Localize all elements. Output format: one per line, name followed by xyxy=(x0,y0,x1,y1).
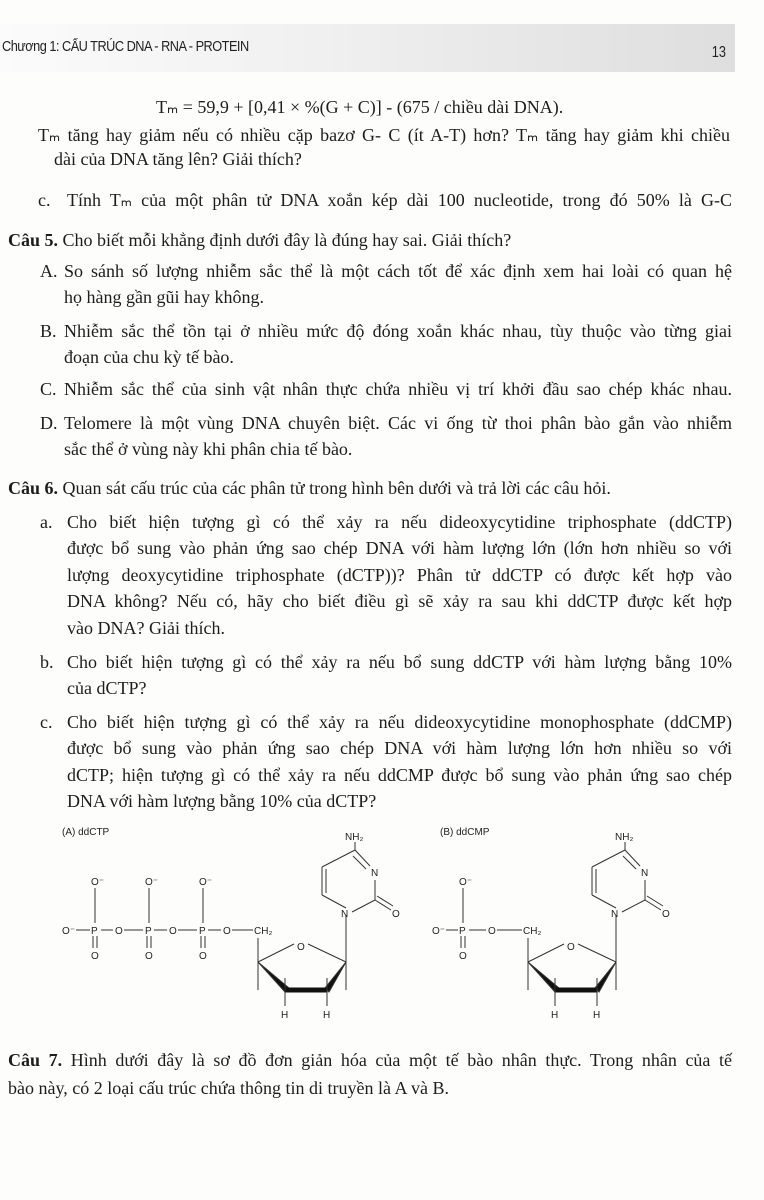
o-label: O xyxy=(662,909,670,920)
item-line: Nhiễm sắc thể của sinh vật nhân thực chứa nhiều vị trí khởi đầu sao chép khác nhau. xyxy=(64,379,732,399)
item-line: dCTP; hiện tượng gì có thể xảy ra nếu ddCMP được bổ sung vào phản ứng sao chép xyxy=(67,765,732,785)
item-label: B. xyxy=(40,321,57,341)
nh2-label: NH₂ xyxy=(345,832,364,843)
item-line: vào DNA? Giải thích. xyxy=(67,618,225,638)
o-label: O xyxy=(459,951,467,962)
h-label: H xyxy=(593,1010,601,1021)
o-label: O xyxy=(392,909,400,920)
item-label: b. xyxy=(40,652,54,672)
item-line: Cho biết hiện tượng gì có thể xảy ra nếu dideoxycytidine monophosphate (ddCMP) xyxy=(67,712,732,732)
item-line: Cho biết hiện tượng gì có thể xảy ra nếu bổ sung ddCTP với hàm lượng bằng 10% xyxy=(67,652,732,672)
tm-question-line: dài của DNA tăng lên? Giải thích? xyxy=(54,149,302,169)
item-line: sắc thể ở vùng này khi phân chia tế bào. xyxy=(64,439,353,459)
nh2-label: NH₂ xyxy=(615,832,634,843)
nucleotide-structures-figure xyxy=(0,820,764,1030)
item-label: a. xyxy=(40,512,53,532)
question-text: Cho biết mỗi khẳng định dưới đây là đúng hay sai. Giải thích? xyxy=(62,230,512,250)
o-label: O xyxy=(115,926,123,937)
h-label: H xyxy=(551,1010,559,1021)
ch2-label: CH₂ xyxy=(523,926,542,937)
p-label: P xyxy=(199,926,206,937)
item-label: A. xyxy=(40,261,58,281)
o-minus-label: O⁻ xyxy=(199,877,213,888)
question-label: Câu 7. xyxy=(8,1050,63,1070)
item-line: Cho biết hiện tượng gì có thể xảy ra nếu dideoxycytidine triphosphate (ddCTP) xyxy=(67,512,732,532)
question-6 xyxy=(8,477,611,499)
n-label: N xyxy=(341,909,349,920)
item-line: Telomere là một vùng DNA chuyên biệt. Các vi ống từ thoi phân bào gắn vào nhiễm xyxy=(64,413,732,433)
question-7-line: bào này, có 2 loại cấu trúc chứa thông tin di truyền là A và B. xyxy=(8,1078,449,1098)
h-label: H xyxy=(281,1010,289,1021)
item-label: D. xyxy=(40,413,58,433)
question-label: Câu 6. xyxy=(8,478,59,498)
o-minus-label: O⁻ xyxy=(62,926,76,937)
item-label: c. xyxy=(40,712,53,732)
ddcmp-labels xyxy=(432,827,670,1021)
o-minus-label: O⁻ xyxy=(459,877,473,888)
item-line: Nhiễm sắc thể tồn tại ở nhiều mức độ đóng xoắn khác nhau, tùy thuộc vào từng giai xyxy=(64,321,732,341)
o-label: O xyxy=(145,951,153,962)
ring-o-label: O xyxy=(567,942,575,953)
n-label: N xyxy=(641,868,649,879)
p-label: P xyxy=(145,926,152,937)
o-label: O xyxy=(199,951,207,962)
item-line: được bổ sung vào phản ứng sao chép DNA với hàm lượng lớn (lớn hơn nhiều so với xyxy=(67,538,732,558)
question-text: Quan sát cấu trúc của các phân tử trong hình bên dưới và trả lời các câu hỏi. xyxy=(62,478,611,498)
n-label: N xyxy=(371,868,379,879)
item-line: DNA với hàm lượng bằng 10% của dCTP? xyxy=(67,791,377,811)
question-label: Câu 5. xyxy=(8,230,59,250)
o-label: O xyxy=(488,926,496,937)
o-minus-label: O⁻ xyxy=(432,926,446,937)
ring-o-label: O xyxy=(297,942,305,953)
page-number: 13 xyxy=(711,44,727,61)
figure-a-title: (A) ddCTP xyxy=(62,827,110,838)
o-label: O xyxy=(169,926,177,937)
o-minus-label: O⁻ xyxy=(145,877,159,888)
question-5 xyxy=(8,229,511,251)
p-label: P xyxy=(91,926,98,937)
tm-formula: Tₘ = 59,9 + [0,41 × %(G + C)] - (675 / chiều dài DNA). xyxy=(156,97,564,117)
item-line: So sánh số lượng nhiễm sắc thể là một cách tốt để xác định xem hai loài có quan hệ xyxy=(64,261,732,281)
item-c-line: Tính Tₘ của một phân tử DNA xoắn kép dài 100 nucleotide, trong đó 50% là G-C xyxy=(67,190,732,210)
p-label: P xyxy=(459,926,466,937)
tm-question-line: Tₘ tăng hay giảm nếu có nhiều cặp bazơ G- C (ít A-T) hơn? Tₘ tăng hay giảm khi chiều xyxy=(38,125,730,145)
item-line: đoạn của chu kỳ tế bào. xyxy=(64,347,234,367)
item-line: DNA không? Nếu có, hãy cho biết điều gì sẽ xảy ra sau khi ddCTP được kết hợp xyxy=(67,591,732,611)
ddctp-labels xyxy=(62,827,400,1021)
item-label: c. xyxy=(38,190,51,210)
item-line: lượng deoxycytidine triphosphate (dCTP))? Phân tử ddCTP có được kết hợp vào xyxy=(67,565,732,585)
item-label: C. xyxy=(40,379,57,399)
question-text: Hình dưới đây là sơ đồ đơn giản hóa của một tế bào nhân thực. Trong nhân của tế xyxy=(70,1050,733,1070)
ch2-label: CH₂ xyxy=(254,926,273,937)
ddcmp-structure xyxy=(446,842,663,1006)
ddctp-structure xyxy=(76,842,393,1006)
item-line: họ hàng gần gũi hay không. xyxy=(64,287,264,307)
item-line: được bổ sung vào phản ứng sao chép DNA với hàm lượng lớn hơn nhiều so với xyxy=(67,738,732,758)
o-label: O xyxy=(223,926,231,937)
question-7 xyxy=(8,1049,732,1071)
o-label: O xyxy=(91,951,99,962)
o-minus-label: O⁻ xyxy=(91,877,105,888)
chapter-title: Chương 1: CẤU TRÚC DNA - RNA - PROTEIN xyxy=(2,38,249,55)
item-line: của dCTP? xyxy=(67,678,147,698)
page-header xyxy=(0,24,735,72)
n-label: N xyxy=(611,909,619,920)
h-label: H xyxy=(323,1010,331,1021)
figure-b-title: (B) ddCMP xyxy=(440,827,490,838)
